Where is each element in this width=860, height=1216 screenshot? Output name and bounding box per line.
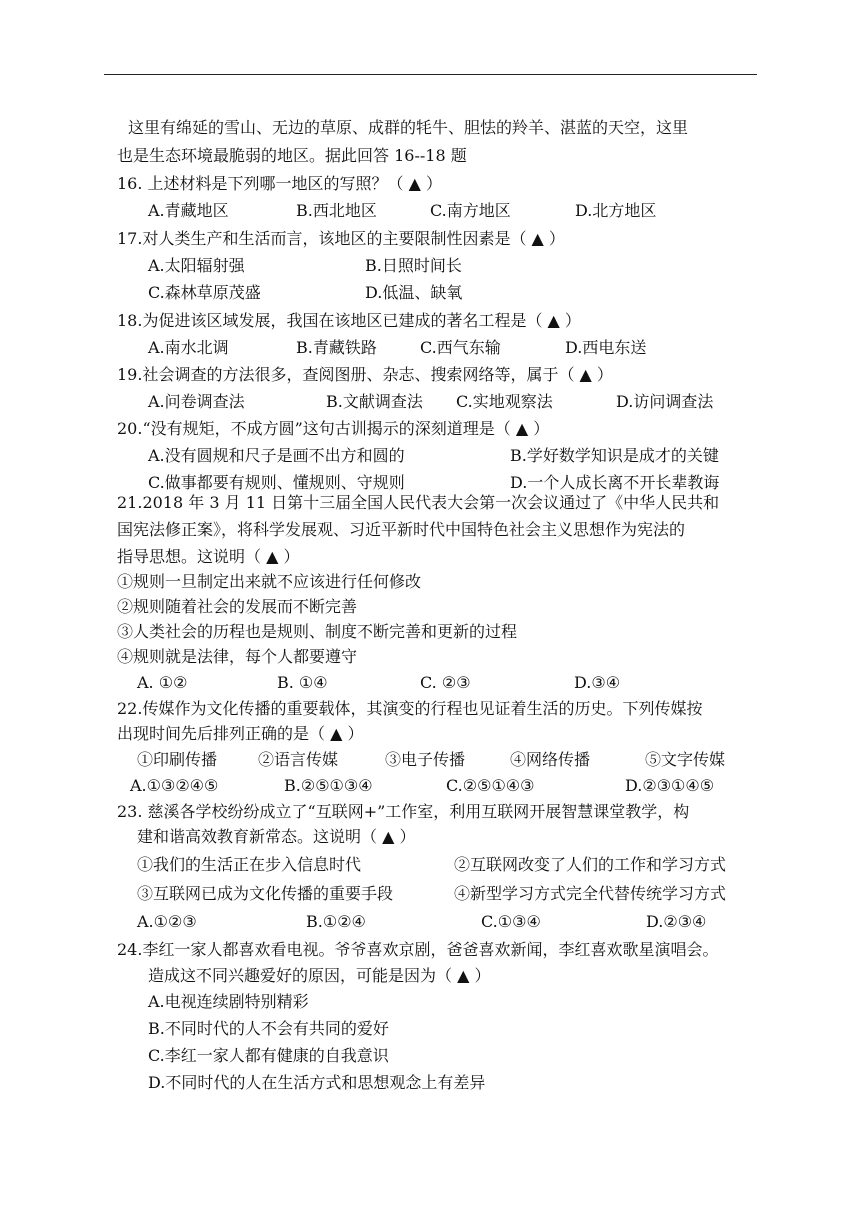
q23-option-a: A.①②③ — [137, 912, 197, 931]
question-24-stem-1: 24.李红一家人都喜欢看电视。爷爷喜欢京剧，爸爸喜欢新闻，李红喜欢歌星演唱会。 — [117, 940, 719, 959]
q16-option-b: B.西北地区 — [296, 201, 377, 220]
q18-option-c: C.西气东输 — [420, 338, 501, 357]
q17-option-c: C.森林草原茂盛 — [148, 283, 261, 302]
q21-option-a: A. ①② — [137, 673, 188, 692]
q18-option-b: B.青藏铁路 — [296, 338, 377, 357]
q24-option-b: B.不同时代的人不会有共同的爱好 — [148, 1019, 389, 1038]
question-16-stem: 16. 上述材料是下列哪一地区的写照？（ ▲ ） — [117, 174, 443, 193]
q23-option-c: C.①③④ — [481, 912, 541, 931]
q17-option-b: B.日照时间长 — [365, 256, 462, 275]
q19-option-d: D.访问调查法 — [616, 392, 714, 411]
q16-option-d: D.北方地区 — [575, 201, 657, 220]
question-21-stem-2: 国宪法修正案》，将科学发展观、习近平新时代中国特色社会主义思想作为宪法的 — [117, 520, 686, 539]
q23-option-b: B.①②④ — [306, 912, 366, 931]
q22-item-4: ④网络传播 — [510, 750, 591, 769]
q16-option-a: A.青藏地区 — [148, 201, 229, 220]
passage-line-1: 这里有绵延的雪山、无边的草原、成群的牦牛、胆怯的羚羊、湛蓝的天空，这里 — [128, 118, 689, 137]
q21-option-c: C. ②③ — [420, 673, 471, 692]
question-22-stem-1: 22.传媒作为文化传播的重要载体，其演变的行程也见证着生活的历史。下列传媒按 — [117, 699, 703, 718]
q24-option-d: D.不同时代的人在生活方式和思想观念上有差异 — [148, 1073, 486, 1092]
question-17-stem: 17.对人类生产和生活而言，该地区的主要限制性因素是（ ▲ ） — [117, 229, 565, 248]
q20-option-d: D.一个人成长离不开长辈教诲 — [510, 473, 720, 492]
question-23-stem-2: 建和谐高效教育新常态。这说明（ ▲ ） — [137, 827, 416, 846]
q22-item-3: ③电子传播 — [385, 750, 466, 769]
q16-option-c: C.南方地区 — [430, 201, 511, 220]
passage-line-2: 也是生态环境最脆弱的地区。据此回答 16--18 题 — [117, 146, 467, 165]
q22-option-b: B.②⑤①③④ — [284, 776, 373, 795]
q21-option-b: B. ①④ — [277, 673, 328, 692]
question-21-stem-1: 21.2018 年 3 月 11 日第十三届全国人民代表大会第一次会议通过了《中华人民共和 — [117, 493, 720, 512]
q21-item-2: ②规则随着社会的发展而不断完善 — [117, 597, 358, 616]
q22-item-2: ②语言传媒 — [258, 750, 339, 769]
q24-option-c: C.李红一家人都有健康的自我意识 — [148, 1046, 389, 1065]
question-20-stem: 20.“没有规矩，不成方圆”这句古训揭示的深刻道理是（ ▲ ） — [117, 419, 550, 438]
q23-item-2: ②互联网改变了人们的工作和学习方式 — [454, 855, 727, 874]
q20-option-c: C.做事都要有规则、懂规则、守规则 — [148, 473, 405, 492]
q18-option-a: A.南水北调 — [148, 338, 229, 357]
header-rule — [104, 74, 757, 75]
q21-item-1: ①规则一旦制定出来就不应该进行任何修改 — [117, 572, 422, 591]
q24-option-a: A.电视连续剧特别精彩 — [148, 992, 309, 1011]
q23-option-d: D.②③④ — [646, 912, 707, 931]
q22-item-1: ①印刷传播 — [137, 750, 218, 769]
q20-option-a: A.没有圆规和尺子是画不出方和圆的 — [148, 446, 405, 465]
question-22-stem-2: 出现时间先后排列正确的是（ ▲ ） — [117, 724, 364, 743]
q19-option-a: A.问卷调查法 — [148, 392, 245, 411]
q19-option-c: C.实地观察法 — [456, 392, 553, 411]
q21-item-3: ③人类社会的历程也是规则、制度不断完善和更新的过程 — [117, 622, 518, 641]
question-23-stem-1: 23. 慈溪各学校纷纷成立了“互联网+”工作室，利用互联网开展智慧课堂教学，构 — [117, 802, 690, 821]
question-18-stem: 18.为促进该区域发展，我国在该地区已建成的著名工程是（ ▲ ） — [117, 311, 581, 330]
q19-option-b: B.文献调查法 — [326, 392, 423, 411]
q23-item-3: ③互联网已成为文化传播的重要手段 — [137, 884, 394, 903]
q22-option-a: A.①③②④⑤ — [130, 776, 219, 795]
question-19-stem: 19.社会调查的方法很多，查阅图册、杂志、搜索网络等，属于（ ▲ ） — [117, 365, 613, 384]
q17-option-d: D.低温、缺氧 — [365, 283, 463, 302]
q21-option-d: D.③④ — [574, 673, 621, 692]
q21-item-4: ④规则就是法律，每个人都要遵守 — [117, 647, 358, 666]
q22-option-d: D.②③①④⑤ — [625, 776, 715, 795]
question-24-stem-2: 造成这不同兴趣爱好的原因，可能是因为（ ▲ ） — [148, 966, 491, 985]
q20-option-b: B.学好数学知识是成才的关键 — [510, 446, 719, 465]
q23-item-4: ④新型学习方式完全代替传统学习方式 — [454, 884, 727, 903]
q18-option-d: D.西电东送 — [565, 338, 647, 357]
question-21-stem-3: 指导思想。这说明（ ▲ ） — [117, 547, 300, 566]
q17-option-a: A.太阳辐射强 — [148, 256, 245, 275]
q23-item-1: ①我们的生活正在步入信息时代 — [137, 855, 362, 874]
q22-option-c: C.②⑤①④③ — [446, 776, 535, 795]
q22-item-5: ⑤文字传媒 — [645, 750, 726, 769]
